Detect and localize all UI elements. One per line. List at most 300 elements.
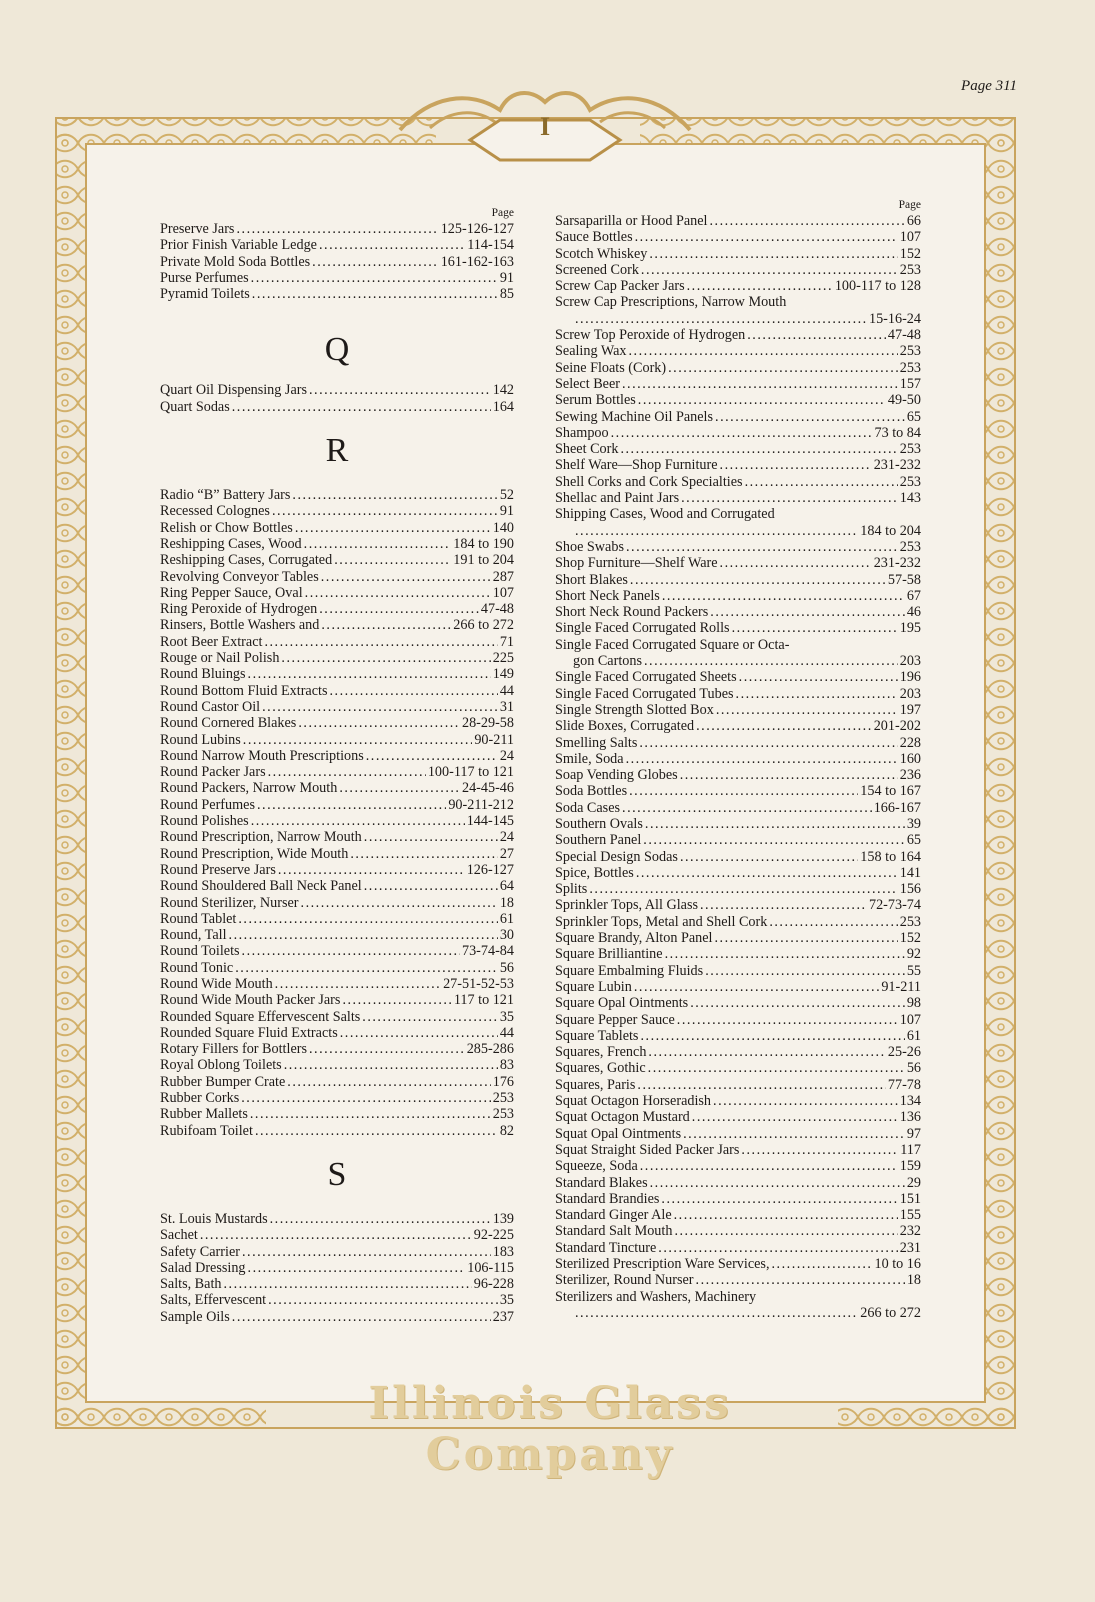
index-entry-page: 106-115	[467, 1259, 514, 1276]
index-entry-name: Shipping Cases, Wood and Corrugated	[555, 506, 775, 523]
dot-leader	[262, 699, 498, 715]
dot-leader	[648, 1060, 905, 1076]
index-entry-page: 141	[899, 864, 921, 881]
index-entry	[160, 1025, 514, 1041]
index-entry	[555, 278, 921, 294]
index-entry-name: Square Brilliantine	[555, 946, 663, 963]
dot-leader	[705, 963, 905, 979]
index-entry-page: 117	[900, 1141, 921, 1158]
index-entry-page: 203	[899, 685, 921, 702]
index-entry-page: 28-29-58	[461, 715, 514, 732]
index-entry	[555, 1207, 921, 1223]
index-entry-name: Splits	[555, 881, 588, 898]
index-entry-name: Round Polishes	[160, 813, 249, 830]
index-entry	[160, 895, 514, 911]
index-entry	[160, 1211, 514, 1227]
index-entry-name: Shelf Ware—Shop Furniture	[555, 457, 718, 474]
index-entry-name: Standard Brandies	[555, 1190, 660, 1207]
dot-leader	[629, 783, 858, 799]
index-entry	[555, 930, 921, 946]
index-entry-page: 24	[499, 829, 514, 846]
index-entry-page: 253	[899, 359, 921, 376]
index-entry	[160, 666, 514, 682]
entry-list	[160, 1211, 514, 1325]
index-entry-name: Preserve Jars	[160, 221, 235, 237]
index-entry-page: 201-202	[873, 718, 921, 735]
index-entry	[160, 829, 514, 845]
index-entry	[160, 569, 514, 585]
entry-list	[555, 539, 921, 637]
index-entry-page: 184 to 190	[453, 535, 514, 552]
index-entry-page: 143	[899, 490, 921, 507]
index-entry-name: Screw Cap Prescriptions, Narrow Mouth	[555, 294, 787, 311]
index-entry	[555, 995, 921, 1011]
index-entry	[160, 503, 514, 519]
index-entry-page: 228	[899, 734, 921, 751]
index-entry-page: 164	[492, 398, 514, 415]
index-entry-name: Rubber Mallets	[160, 1106, 248, 1123]
index-entry-page: 253	[899, 261, 921, 278]
index-entry	[160, 382, 514, 398]
index-entry-name: Private Mold Soda Bottles	[160, 253, 311, 270]
dot-leader	[638, 392, 886, 408]
index-entry-page: 107	[899, 229, 921, 246]
index-entry-name: Rubber Bumper Crate	[160, 1073, 286, 1090]
dot-leader	[710, 604, 905, 620]
index-entry-name: Round Bottom Fluid Extracts	[160, 682, 328, 699]
index-entry-page: 184 to 204	[860, 522, 921, 539]
index-entry-page: 149	[492, 666, 514, 683]
index-entry-page: 92	[906, 946, 921, 963]
dot-leader	[713, 1093, 898, 1109]
dot-leader	[636, 865, 898, 881]
index-entry	[555, 1012, 921, 1028]
index-entry-page: 231-232	[873, 457, 921, 474]
dot-leader	[641, 262, 898, 278]
dot-leader	[745, 474, 898, 490]
index-entry	[160, 601, 514, 617]
index-entry-name: Shampoo	[555, 424, 609, 441]
dot-leader	[340, 1025, 498, 1041]
dot-leader	[366, 748, 498, 764]
index-entry-name: Spice, Bottles	[555, 864, 634, 881]
dot-leader	[690, 995, 905, 1011]
index-entry-page: 253	[899, 473, 921, 490]
index-entry	[160, 650, 514, 666]
index-entry	[555, 229, 921, 245]
index-entry-page: 156	[899, 881, 921, 898]
index-entry-name: Square Brandy, Alton Panel	[555, 930, 713, 947]
index-entry	[555, 914, 921, 930]
dot-leader	[630, 572, 886, 588]
index-entry-page: 183	[492, 1243, 514, 1260]
index-entry-name: Shop Furniture—Shelf Ware	[555, 555, 718, 572]
index-entry	[555, 718, 921, 734]
dot-leader	[640, 1158, 898, 1174]
index-entry	[555, 1191, 921, 1207]
index-entry	[555, 963, 921, 979]
index-entry-name: Squat Straight Sided Packer Jars	[555, 1141, 740, 1158]
dot-leader	[305, 585, 491, 601]
index-entry-name: Purse Perfumes	[160, 269, 249, 286]
index-entry	[555, 1272, 921, 1288]
index-entry-name: Short Neck Panels	[555, 587, 660, 604]
index-entry-page: 27	[499, 845, 514, 862]
dot-leader	[200, 1227, 472, 1243]
index-entry	[160, 748, 514, 764]
index-entry	[160, 221, 514, 237]
dot-leader	[714, 930, 897, 946]
dot-leader	[223, 1276, 471, 1292]
index-entry	[160, 552, 514, 568]
index-entry-name: Sewing Machine Oil Panels	[555, 408, 714, 425]
dot-leader	[364, 878, 498, 894]
index-entry	[555, 767, 921, 783]
index-entry	[555, 979, 921, 995]
index-entry-name: Rotary Fillers for Bottlers	[160, 1041, 307, 1058]
dot-leader	[268, 1292, 498, 1308]
index-entry	[555, 783, 921, 799]
dot-leader	[243, 732, 473, 748]
index-entry-page: 55	[906, 962, 921, 979]
index-entry-name: Single Strength Slotted Box	[555, 701, 714, 718]
index-entry-page: 65	[906, 832, 921, 849]
index-entry-page: 44	[499, 1024, 514, 1041]
index-entry-name: Soda Bottles	[555, 783, 628, 800]
dot-leader	[635, 229, 898, 245]
index-entry	[555, 572, 921, 588]
index-entry-name: Serum Bottles	[555, 392, 636, 409]
index-entry-page: 47-48	[887, 327, 921, 344]
dot-leader	[251, 270, 498, 286]
index-entry	[555, 1044, 921, 1060]
index-entry	[160, 1309, 514, 1325]
dot-leader	[626, 751, 898, 767]
index-entry-page: 134	[899, 1093, 921, 1110]
index-entry-page: 191 to 204	[453, 552, 514, 569]
dot-leader	[242, 1244, 491, 1260]
index-entry-page: 140	[492, 519, 514, 536]
index-entry	[160, 911, 514, 927]
index-entry-page: 231	[899, 1239, 921, 1256]
dot-leader	[662, 588, 905, 604]
index-entry-page: 10 to 16	[874, 1256, 921, 1272]
dot-leader	[232, 1309, 491, 1325]
index-entry-page: 56	[499, 959, 514, 976]
dot-leader	[658, 1240, 897, 1256]
index-entry	[160, 1106, 514, 1122]
dot-leader	[640, 1028, 904, 1044]
index-entry-page: 142	[492, 382, 514, 399]
index-entry	[160, 846, 514, 862]
index-entry-page: 72-73-74	[868, 897, 921, 914]
index-entry-name: Rounded Square Effervescent Salts	[160, 1008, 361, 1025]
index-entry-name: Safety Carrier	[160, 1243, 240, 1260]
index-entry-name: Round Bluings	[160, 666, 246, 683]
index-entry-page: 237	[492, 1308, 514, 1325]
index-entry-page: 83	[499, 1057, 514, 1074]
index-entry-name: Square Embalming Fluids	[555, 962, 704, 979]
dot-leader	[650, 1175, 905, 1191]
index-entry-page: 203	[899, 653, 921, 670]
index-entry-page: 98	[906, 995, 921, 1012]
index-entry	[555, 881, 921, 897]
index-entry-page: 100-117 to 121	[427, 764, 514, 781]
index-entry-page: 253	[492, 1106, 514, 1123]
index-entry-page: 161-162-163	[440, 253, 514, 270]
index-entry-name: Round Wide Mouth Packer Jars	[160, 992, 341, 1009]
dot-leader	[665, 946, 905, 962]
index-entry	[160, 715, 514, 731]
dot-leader	[242, 943, 460, 959]
index-entry	[555, 1142, 921, 1158]
section-letter-s: S	[327, 1155, 347, 1193]
index-entry-page: 82	[499, 1122, 514, 1139]
dot-leader	[643, 832, 905, 848]
index-entry	[160, 976, 514, 992]
index-entry-name: Screw Cap Packer Jars	[555, 278, 685, 295]
section-letter-q: Q	[324, 331, 350, 369]
index-entry-name: Squares, Gothic	[555, 1060, 646, 1077]
index-entry-name: Relish or Chow Bottles	[160, 519, 293, 536]
index-entry-page: 91-211	[881, 978, 921, 995]
index-entry-page: 64	[499, 878, 514, 895]
index-entry	[160, 1057, 514, 1073]
dot-leader	[680, 767, 898, 783]
index-entry-continuation	[555, 1305, 921, 1321]
index-entry-name: Quart Sodas	[160, 398, 230, 415]
index-entry-name: Revolving Conveyor Tables	[160, 568, 319, 585]
index-entry-page: 15-16-24	[868, 310, 921, 327]
index-entry	[160, 270, 514, 286]
dot-leader	[229, 927, 498, 943]
index-entry-name: Sample Oils	[160, 1308, 230, 1325]
index-entry	[160, 254, 514, 270]
index-entry	[555, 1028, 921, 1044]
index-entry-name: Salts, Effervescent	[160, 1292, 267, 1309]
index-entry	[555, 425, 921, 441]
index-entry-page: 27-51-52-53	[443, 975, 514, 992]
index-entry-name: Round Prescription, Narrow Mouth	[160, 829, 362, 846]
entry-list	[160, 221, 514, 302]
index-entry-continuation	[555, 653, 921, 669]
index-entry-page: 67	[906, 587, 921, 604]
index-entry	[160, 1244, 514, 1260]
index-entry-page: 139	[492, 1210, 514, 1227]
index-entry-page: 31	[499, 698, 514, 715]
index-entry	[555, 604, 921, 620]
index-entry-name: Single Faced Corrugated Sheets	[555, 669, 737, 686]
index-entry	[555, 865, 921, 881]
index-entry-name: Sachet	[160, 1227, 198, 1244]
dot-leader	[696, 1272, 905, 1288]
index-entry-name: Radio “B” Battery Jars	[160, 487, 291, 504]
dot-leader	[681, 490, 898, 506]
index-entry-name: Special Design Sodas	[555, 848, 678, 865]
index-entry-page: 96-228	[473, 1276, 514, 1293]
index-entry	[160, 780, 514, 796]
index-entry	[555, 620, 921, 636]
dot-leader	[257, 797, 446, 813]
index-entry-page: 49-50	[887, 392, 921, 409]
index-entry-page: 158 to 164	[860, 848, 921, 865]
index-entry-name: Seine Floats (Cork)	[555, 359, 667, 376]
index-entry-name: Sprinkler Tops, All Glass	[555, 897, 698, 914]
index-entry-name: Shell Corks and Cork Specialties	[555, 473, 743, 490]
dot-leader	[648, 1044, 885, 1060]
index-entry-name: Square Lubin	[555, 978, 632, 995]
index-entry	[555, 832, 921, 848]
index-entry-page: 107	[492, 584, 514, 601]
index-entry-page: 65	[906, 408, 921, 425]
dot-leader	[626, 539, 898, 555]
dot-leader	[264, 634, 497, 650]
dot-leader	[309, 1041, 465, 1057]
dot-leader	[312, 254, 439, 270]
dot-leader	[251, 813, 465, 829]
index-entry-page: 144-145	[466, 813, 514, 830]
index-entry-name: Squat Octagon Mustard	[555, 1109, 690, 1126]
column-header: Page	[491, 207, 514, 219]
dot-leader	[634, 979, 879, 995]
index-entry-page: 92-225	[473, 1227, 514, 1244]
index-entry-page: 117 to 121	[453, 992, 514, 1009]
dot-leader	[295, 520, 491, 536]
column-header: Page	[898, 199, 921, 211]
dot-leader	[683, 1126, 905, 1142]
index-entry-name: Round Tonic	[160, 959, 234, 976]
index-entry-name: Sterilized Prescription Ware Services,	[555, 1256, 770, 1272]
index-entry-page: 85	[499, 286, 514, 303]
index-entry	[160, 797, 514, 813]
index-entry	[555, 669, 921, 685]
index-entry-page: 25-26	[887, 1044, 921, 1061]
dot-leader	[298, 715, 460, 731]
index-entry	[160, 286, 514, 302]
index-entry-page: 253	[899, 343, 921, 360]
dot-leader	[309, 382, 491, 398]
index-entry-name: Round Perfumes	[160, 796, 255, 813]
index-entry-name: Ring Peroxide of Hydrogen	[160, 601, 318, 618]
index-entry-continuation	[555, 523, 921, 539]
dot-leader	[715, 409, 905, 425]
index-entry-page: 231-232	[873, 555, 921, 572]
index-entry	[160, 1276, 514, 1292]
index-entry	[555, 457, 921, 473]
index-entry-page: 287	[492, 568, 514, 585]
index-entry-name: Squat Octagon Horseradish	[555, 1093, 712, 1110]
index-entry-page: 155	[899, 1207, 921, 1224]
index-entry-name: Squares, Paris	[555, 1076, 636, 1093]
index-entry-page: 77-78	[887, 1076, 921, 1093]
index-entry-name: Rounded Square Fluid Extracts	[160, 1024, 338, 1041]
company-brand-footer: Illinois Glass Company	[368, 1378, 732, 1480]
dot-leader	[321, 617, 451, 633]
index-entry-page: 52	[499, 487, 514, 504]
index-entry-page: 91	[499, 269, 514, 286]
index-entry	[555, 702, 921, 718]
index-entry-page: 71	[499, 633, 514, 650]
section-letter-r: R	[325, 432, 349, 470]
dot-leader	[339, 780, 460, 796]
index-entry	[555, 816, 921, 832]
index-entry-page: 91	[499, 503, 514, 520]
index-entry-name: Short Blakes	[555, 571, 628, 588]
dot-leader	[696, 718, 872, 734]
index-entry	[555, 1077, 921, 1093]
index-entry-name: Soap Vending Globes	[555, 767, 678, 784]
index-entry-page: 157	[899, 375, 921, 392]
index-entry-page: 107	[899, 1011, 921, 1028]
index-entry	[160, 813, 514, 829]
index-entry	[555, 360, 921, 376]
index-entry	[160, 1292, 514, 1308]
index-entry	[160, 1009, 514, 1025]
dot-leader	[272, 503, 498, 519]
index-entry-page: 253	[899, 913, 921, 930]
dot-leader	[319, 601, 479, 617]
index-entry-name: Round Lubins	[160, 731, 241, 748]
entry-list	[555, 213, 921, 294]
index-entry-name: Shoe Swabs	[555, 538, 624, 555]
index-entry-name: Single Faced Corrugated Rolls	[555, 620, 730, 637]
index-entry-page: 266 to 272	[860, 1304, 921, 1321]
index-entry-name: Standard Salt Mouth	[555, 1223, 673, 1240]
index-entry-name: Single Faced Corrugated Tubes	[555, 685, 734, 702]
index-entry	[555, 1175, 921, 1191]
dot-leader	[236, 221, 438, 237]
index-entry-name: Screw Top Peroxide of Hydrogen	[555, 327, 746, 344]
index-entry	[160, 1260, 514, 1276]
index-entry-page: 232	[899, 1223, 921, 1240]
dot-leader	[645, 816, 905, 832]
dot-leader	[250, 1106, 491, 1122]
dot-leader	[622, 376, 898, 392]
index-entry-name: Sauce Bottles	[555, 229, 633, 246]
index-entry-name: Rubifoam Toilet	[160, 1122, 253, 1139]
index-entry-page: 35	[499, 1292, 514, 1309]
index-entry	[160, 585, 514, 601]
index-entry	[555, 897, 921, 913]
index-entry-name: Squares, French	[555, 1044, 647, 1061]
index-entry-page: 126-127	[466, 861, 514, 878]
dot-leader	[238, 911, 497, 927]
index-entry	[160, 1041, 514, 1057]
dot-leader	[716, 702, 898, 718]
index-entry	[160, 536, 514, 552]
index-entry-name: Royal Oblong Toilets	[160, 1057, 282, 1074]
dot-leader	[255, 1123, 498, 1139]
dot-leader	[301, 895, 498, 911]
index-entry-name: Round Prescription, Wide Mouth	[160, 845, 349, 862]
dot-leader	[637, 1077, 886, 1093]
index-entry	[555, 1093, 921, 1109]
index-entry-page: 160	[899, 750, 921, 767]
index-entry-page: 73 to 84	[874, 424, 921, 441]
index-entry-name: Square Tablets	[555, 1027, 639, 1044]
dot-leader	[321, 569, 491, 585]
index-entry-page: 125-126-127	[440, 221, 514, 237]
index-entry	[160, 764, 514, 780]
index-entry	[160, 237, 514, 253]
index-entry	[555, 409, 921, 425]
index-entry-page: 236	[899, 767, 921, 784]
index-entry-name: Screened Cork	[555, 261, 639, 278]
index-entry-name: Sarsaparilla or Hood Panel	[555, 213, 708, 229]
index-entry-name: Standard Ginger Ale	[555, 1207, 672, 1224]
dot-leader	[275, 976, 441, 992]
index-entry-page: 225	[492, 650, 514, 667]
